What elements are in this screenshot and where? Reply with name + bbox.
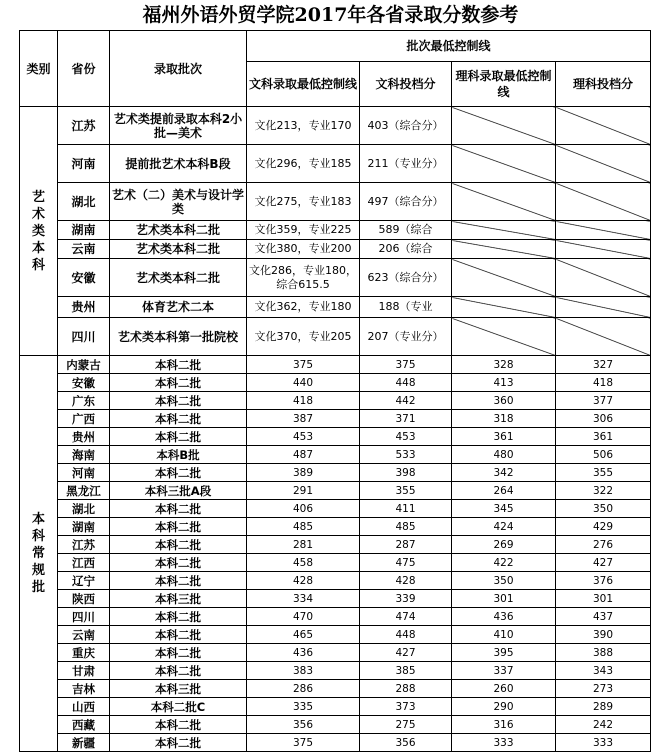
wen-line-cell: 335 [247, 698, 360, 716]
province-cell: 云南 [58, 240, 110, 259]
table-row [20, 644, 651, 662]
wen-line-cell: 文化213，专业170 [247, 107, 360, 145]
li-line-cell: 264 [452, 482, 556, 500]
table-row [20, 518, 651, 536]
li-line-cell: 350 [452, 572, 556, 590]
batch-cell: 本科二批 [110, 536, 247, 554]
province-cell: 西藏 [58, 716, 110, 734]
wen-line-cell: 487 [247, 446, 360, 464]
wen-line-cell: 334 [247, 590, 360, 608]
batch-cell: 本科二批 [110, 464, 247, 482]
li-line-cell: 290 [452, 698, 556, 716]
batch-cell: 本科二批 [110, 410, 247, 428]
wen-line-cell: 440 [247, 374, 360, 392]
li-line-cell: 316 [452, 716, 556, 734]
province-cell: 河南 [58, 464, 110, 482]
empty-diagonal-cell [452, 145, 556, 183]
table-row [20, 446, 651, 464]
batch-cell: 本科二批 [110, 716, 247, 734]
province-cell: 甘肃 [58, 662, 110, 680]
empty-diagonal-cell [556, 107, 651, 145]
batch-cell: 艺术类本科二批 [110, 240, 247, 259]
wen-score-cell: 448 [360, 374, 452, 392]
province-cell: 湖南 [58, 518, 110, 536]
wen-line-cell: 文化370，专业205 [247, 318, 360, 356]
wen-score-cell: 206（综合 [360, 240, 452, 259]
wen-score-cell: 398 [360, 464, 452, 482]
li-line-cell: 318 [452, 410, 556, 428]
province-cell: 云南 [58, 626, 110, 644]
table-row [20, 608, 651, 626]
empty-diagonal-cell [452, 107, 556, 145]
li-line-cell: 360 [452, 392, 556, 410]
empty-diagonal-cell [452, 297, 556, 318]
li-score-cell: 301 [556, 590, 651, 608]
table-row [20, 626, 651, 644]
wen-line-cell: 453 [247, 428, 360, 446]
table-row [20, 297, 651, 318]
wen-score-cell: 442 [360, 392, 452, 410]
header-li-score: 理科投档分 [556, 62, 651, 107]
province-cell: 安徽 [58, 259, 110, 297]
wen-score-cell: 356 [360, 734, 452, 752]
li-line-cell: 422 [452, 554, 556, 572]
wen-score-cell: 403（综合分） [360, 107, 452, 145]
batch-cell: 本科二批C [110, 698, 247, 716]
table-row [20, 698, 651, 716]
empty-diagonal-cell [556, 297, 651, 318]
province-cell: 新疆 [58, 734, 110, 752]
empty-diagonal-cell [556, 221, 651, 240]
province-cell: 湖北 [58, 500, 110, 518]
wen-line-cell: 383 [247, 662, 360, 680]
wen-score-cell: 411 [360, 500, 452, 518]
batch-cell: 艺术（二）美术与设计学类 [110, 183, 247, 221]
li-line-cell: 301 [452, 590, 556, 608]
wen-score-cell: 371 [360, 410, 452, 428]
wen-line-cell: 470 [247, 608, 360, 626]
table-row [20, 374, 651, 392]
empty-diagonal-cell [556, 183, 651, 221]
li-line-cell: 413 [452, 374, 556, 392]
batch-cell: 艺术类本科二批 [110, 221, 247, 240]
li-score-cell: 273 [556, 680, 651, 698]
wen-score-cell: 211（专业分） [360, 145, 452, 183]
table-row [20, 428, 651, 446]
wen-score-cell: 453 [360, 428, 452, 446]
wen-score-cell: 448 [360, 626, 452, 644]
li-line-cell: 480 [452, 446, 556, 464]
header-batch: 录取批次 [110, 31, 247, 107]
empty-diagonal-cell [556, 259, 651, 297]
wen-score-cell: 623（综合分） [360, 259, 452, 297]
wen-score-cell: 355 [360, 482, 452, 500]
wen-line-cell: 文化286，专业180，综合615.5 [247, 259, 360, 297]
batch-cell: 本科三批 [110, 680, 247, 698]
li-score-cell: 437 [556, 608, 651, 626]
wen-line-cell: 文化380，专业200 [247, 240, 360, 259]
li-score-cell: 333 [556, 734, 651, 752]
table-row [20, 183, 651, 221]
table-row [20, 145, 651, 183]
li-line-cell: 342 [452, 464, 556, 482]
wen-line-cell: 485 [247, 518, 360, 536]
province-cell: 山西 [58, 698, 110, 716]
wen-score-cell: 589（综合 [360, 221, 452, 240]
wen-line-cell: 428 [247, 572, 360, 590]
province-cell: 重庆 [58, 644, 110, 662]
header-wen-line: 文科录取最低控制线 [247, 62, 360, 107]
wen-score-cell: 428 [360, 572, 452, 590]
table-row [20, 572, 651, 590]
wen-score-cell: 188（专业 [360, 297, 452, 318]
table-row [20, 107, 651, 145]
header-wen-score: 文科投档分 [360, 62, 452, 107]
wen-line-cell: 389 [247, 464, 360, 482]
empty-diagonal-cell [452, 259, 556, 297]
header-province: 省份 [58, 31, 110, 107]
batch-cell: 体育艺术二本 [110, 297, 247, 318]
table-row [20, 464, 651, 482]
batch-cell: 提前批艺术本科B段 [110, 145, 247, 183]
li-score-cell: 429 [556, 518, 651, 536]
province-cell: 黑龙江 [58, 482, 110, 500]
batch-cell: 本科二批 [110, 518, 247, 536]
wen-score-cell: 385 [360, 662, 452, 680]
table-row [20, 590, 651, 608]
province-cell: 安徽 [58, 374, 110, 392]
li-score-cell: 242 [556, 716, 651, 734]
page-title: 福州外语外贸学院2017年各省录取分数参考 [142, 4, 519, 26]
empty-diagonal-cell [452, 240, 556, 259]
table-row [20, 716, 651, 734]
province-cell: 广东 [58, 392, 110, 410]
wen-line-cell: 291 [247, 482, 360, 500]
province-cell: 四川 [58, 318, 110, 356]
li-score-cell: 322 [556, 482, 651, 500]
table-row [20, 662, 651, 680]
category-art: 艺术类本科 [20, 107, 58, 356]
batch-cell: 本科二批 [110, 572, 247, 590]
wen-score-cell: 339 [360, 590, 452, 608]
table-row [20, 392, 651, 410]
table-row [20, 734, 651, 752]
li-score-cell: 306 [556, 410, 651, 428]
header-control-line-group: 批次最低控制线 [247, 31, 651, 62]
wen-line-cell: 281 [247, 536, 360, 554]
wen-score-cell: 375 [360, 356, 452, 374]
batch-cell: 本科二批 [110, 608, 247, 626]
batch-cell: 艺术类本科二批 [110, 259, 247, 297]
table-row [20, 554, 651, 572]
batch-cell: 本科二批 [110, 554, 247, 572]
empty-diagonal-cell [556, 145, 651, 183]
table-row [20, 221, 651, 240]
li-line-cell: 395 [452, 644, 556, 662]
wen-score-cell: 427 [360, 644, 452, 662]
wen-score-cell: 475 [360, 554, 452, 572]
wen-line-cell: 406 [247, 500, 360, 518]
wen-line-cell: 文化362，专业180 [247, 297, 360, 318]
header-category: 类别 [20, 31, 58, 107]
province-cell: 河南 [58, 145, 110, 183]
li-score-cell: 427 [556, 554, 651, 572]
batch-cell: 本科二批 [110, 734, 247, 752]
wen-score-cell: 474 [360, 608, 452, 626]
art-section [20, 107, 651, 356]
li-line-cell: 328 [452, 356, 556, 374]
batch-cell: 艺术类提前录取本科2小批—美术 [110, 107, 247, 145]
li-line-cell: 345 [452, 500, 556, 518]
wen-line-cell: 文化359，专业225 [247, 221, 360, 240]
li-score-cell: 506 [556, 446, 651, 464]
wen-line-cell: 458 [247, 554, 360, 572]
table-row [20, 680, 651, 698]
province-cell: 辽宁 [58, 572, 110, 590]
batch-cell: 本科二批 [110, 374, 247, 392]
province-cell: 广西 [58, 410, 110, 428]
header-li-line: 理科录取最低控制线 [452, 62, 556, 107]
wen-score-cell: 485 [360, 518, 452, 536]
wen-line-cell: 356 [247, 716, 360, 734]
province-cell: 内蒙古 [58, 356, 110, 374]
empty-diagonal-cell [452, 318, 556, 356]
category-regular: 本科常规批 [20, 356, 58, 752]
batch-cell: 本科二批 [110, 644, 247, 662]
province-cell: 陕西 [58, 590, 110, 608]
wen-line-cell: 286 [247, 680, 360, 698]
table-row [20, 240, 651, 259]
wen-line-cell: 文化296，专业185 [247, 145, 360, 183]
li-line-cell: 436 [452, 608, 556, 626]
li-score-cell: 361 [556, 428, 651, 446]
li-score-cell: 343 [556, 662, 651, 680]
li-score-cell: 289 [556, 698, 651, 716]
wen-score-cell: 533 [360, 446, 452, 464]
li-line-cell: 410 [452, 626, 556, 644]
province-cell: 吉林 [58, 680, 110, 698]
li-score-cell: 355 [556, 464, 651, 482]
li-line-cell: 337 [452, 662, 556, 680]
li-score-cell: 350 [556, 500, 651, 518]
li-line-cell: 361 [452, 428, 556, 446]
table-row [20, 318, 651, 356]
li-score-cell: 376 [556, 572, 651, 590]
empty-diagonal-cell [452, 221, 556, 240]
table-row [20, 482, 651, 500]
wen-score-cell: 275 [360, 716, 452, 734]
li-score-cell: 388 [556, 644, 651, 662]
wen-score-cell: 373 [360, 698, 452, 716]
batch-cell: 本科B批 [110, 446, 247, 464]
wen-line-cell: 436 [247, 644, 360, 662]
li-score-cell: 418 [556, 374, 651, 392]
wen-line-cell: 文化275，专业183 [247, 183, 360, 221]
li-line-cell: 269 [452, 536, 556, 554]
province-cell: 湖北 [58, 183, 110, 221]
table-row [20, 259, 651, 297]
admission-score-table [19, 30, 651, 752]
batch-cell: 本科二批 [110, 392, 247, 410]
province-cell: 贵州 [58, 428, 110, 446]
table-row [20, 356, 651, 374]
province-cell: 四川 [58, 608, 110, 626]
batch-cell: 本科二批 [110, 500, 247, 518]
batch-cell: 本科二批 [110, 662, 247, 680]
batch-cell: 本科二批 [110, 428, 247, 446]
li-score-cell: 390 [556, 626, 651, 644]
wen-line-cell: 375 [247, 356, 360, 374]
empty-diagonal-cell [556, 318, 651, 356]
province-cell: 湖南 [58, 221, 110, 240]
li-line-cell: 424 [452, 518, 556, 536]
batch-cell: 艺术类本科第一批院校 [110, 318, 247, 356]
table-row [20, 500, 651, 518]
batch-cell: 本科三批A段 [110, 482, 247, 500]
wen-score-cell: 497（综合分） [360, 183, 452, 221]
table-row [20, 536, 651, 554]
wen-score-cell: 207（专业分） [360, 318, 452, 356]
wen-line-cell: 387 [247, 410, 360, 428]
province-cell: 江西 [58, 554, 110, 572]
batch-cell: 本科二批 [110, 626, 247, 644]
batch-cell: 本科二批 [110, 356, 247, 374]
wen-score-cell: 287 [360, 536, 452, 554]
wen-line-cell: 418 [247, 392, 360, 410]
empty-diagonal-cell [452, 183, 556, 221]
batch-cell: 本科三批 [110, 590, 247, 608]
province-cell: 海南 [58, 446, 110, 464]
wen-line-cell: 465 [247, 626, 360, 644]
li-score-cell: 377 [556, 392, 651, 410]
regular-section [20, 356, 651, 752]
li-line-cell: 333 [452, 734, 556, 752]
li-score-cell: 276 [556, 536, 651, 554]
li-line-cell: 260 [452, 680, 556, 698]
wen-score-cell: 288 [360, 680, 452, 698]
li-score-cell: 327 [556, 356, 651, 374]
province-cell: 江苏 [58, 536, 110, 554]
empty-diagonal-cell [556, 240, 651, 259]
wen-line-cell: 375 [247, 734, 360, 752]
table-row [20, 410, 651, 428]
province-cell: 江苏 [58, 107, 110, 145]
province-cell: 贵州 [58, 297, 110, 318]
